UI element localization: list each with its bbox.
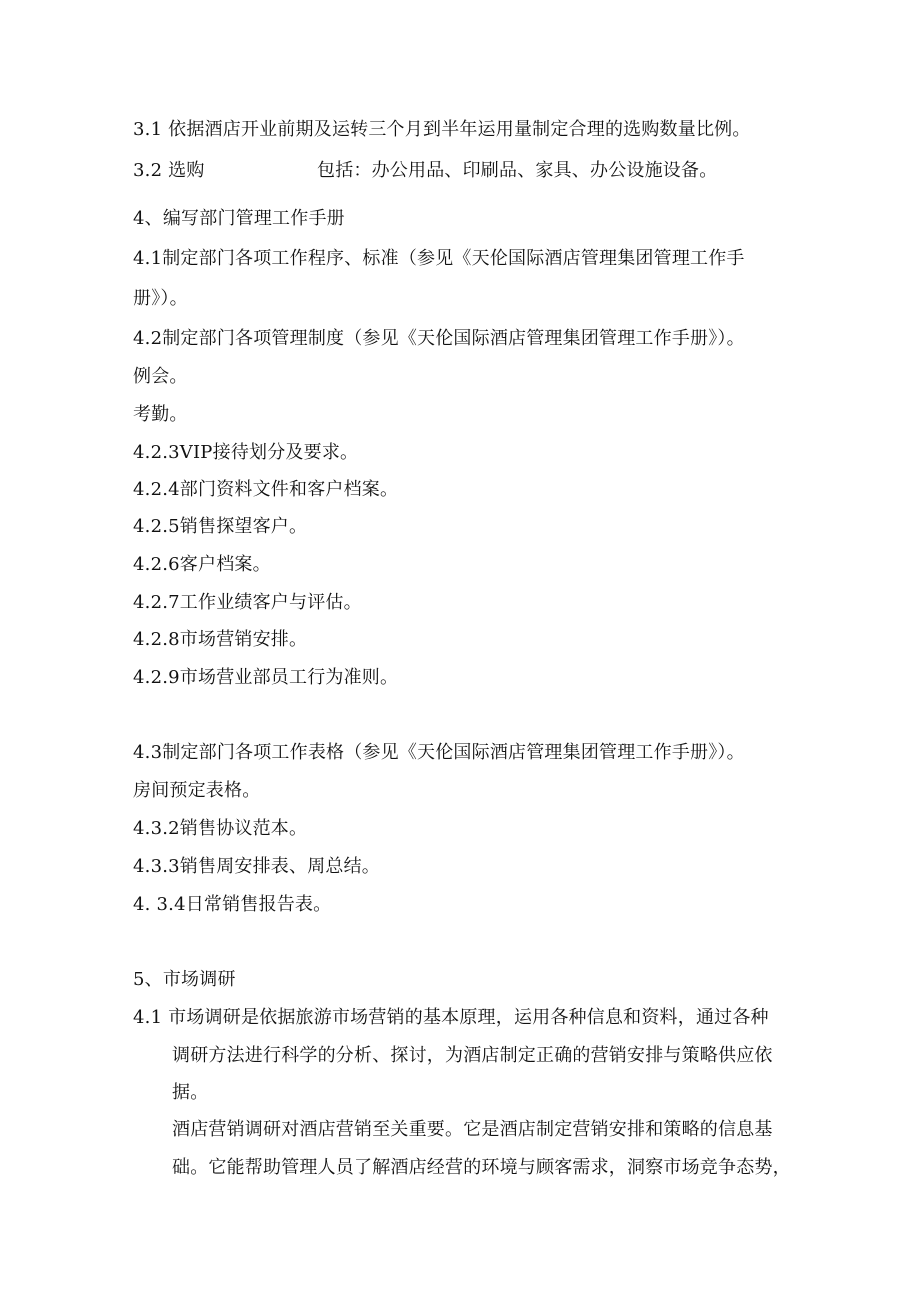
line-4-1: 4.1制定部门各项工作程序、标准（参见《天伦国际酒店管理集团管理工作手: [133, 248, 745, 269]
line-attendance: 考勤。: [133, 404, 188, 425]
line-4-2-9: 4.2.9市场营业部员工行为准则。: [133, 667, 399, 688]
line-4-2-4: 4.2.4部门资料文件和客户档案。: [133, 479, 399, 500]
line-5-4-1: 4.1 市场调研是依据旅游市场营销的基本原理，运用各种信息和资料，通过各种: [133, 1007, 769, 1028]
line-4-2-7: 4.2.7工作业绩客户与评估。: [133, 592, 362, 613]
section-4-heading: 4、编写部门管理工作手册: [133, 208, 345, 229]
line-4-3-3: 4.3.3销售周安排表、周总结。: [133, 856, 380, 877]
line-3-2-content: 包括：办公用品、印刷品、家具、办公设施设备。: [317, 160, 718, 181]
line-4-3: 4.3制定部门各项工作表格（参见《天伦国际酒店管理集团管理工作手册》）。: [133, 742, 745, 763]
line-4-2-8: 4.2.8市场营销安排。: [133, 629, 308, 650]
line-4-2-3: 4.2.3VIP接待划分及要求。: [133, 442, 359, 463]
line-3-2-label: 3.2 选购: [133, 160, 205, 181]
line-research-para1: 酒店营销调研对酒店营销至关重要。它是酒店制定营销安排和策略的信息基: [172, 1119, 773, 1140]
line-4-2-6: 4.2.6客户档案。: [133, 554, 271, 575]
line-research-para2: 础。它能帮助管理人员了解酒店经营的环境与顾客需求，洞察市场竞争态势，: [172, 1157, 791, 1178]
line-meeting: 例会。: [133, 366, 188, 387]
line-4-2: 4.2制定部门各项管理制度（参见《天伦国际酒店管理集团管理工作手册》）。: [133, 328, 745, 349]
line-4-3-4: 4. 3.4日常销售报告表。: [133, 894, 332, 915]
line-4-2-5: 4.2.5销售探望客户。: [133, 516, 308, 537]
line-4-1-cont: 册》）。: [133, 288, 188, 309]
line-4-3-2: 4.3.2销售协议范本。: [133, 818, 308, 839]
line-3-2: [133, 159, 717, 183]
line-room-booking: 房间预定表格。: [133, 780, 261, 801]
line-5-4-1-cont2: 据。: [172, 1082, 209, 1103]
line-5-4-1-cont1: 调研方法进行科学的分析、探讨，为酒店制定正确的营销安排与策略供应依: [172, 1045, 773, 1066]
line-3-1: 3.1 依据酒店开业前期及运转三个月到半年运用量制定合理的选购数量比例。: [133, 119, 751, 140]
section-5-heading: 5、市场调研: [133, 969, 236, 990]
